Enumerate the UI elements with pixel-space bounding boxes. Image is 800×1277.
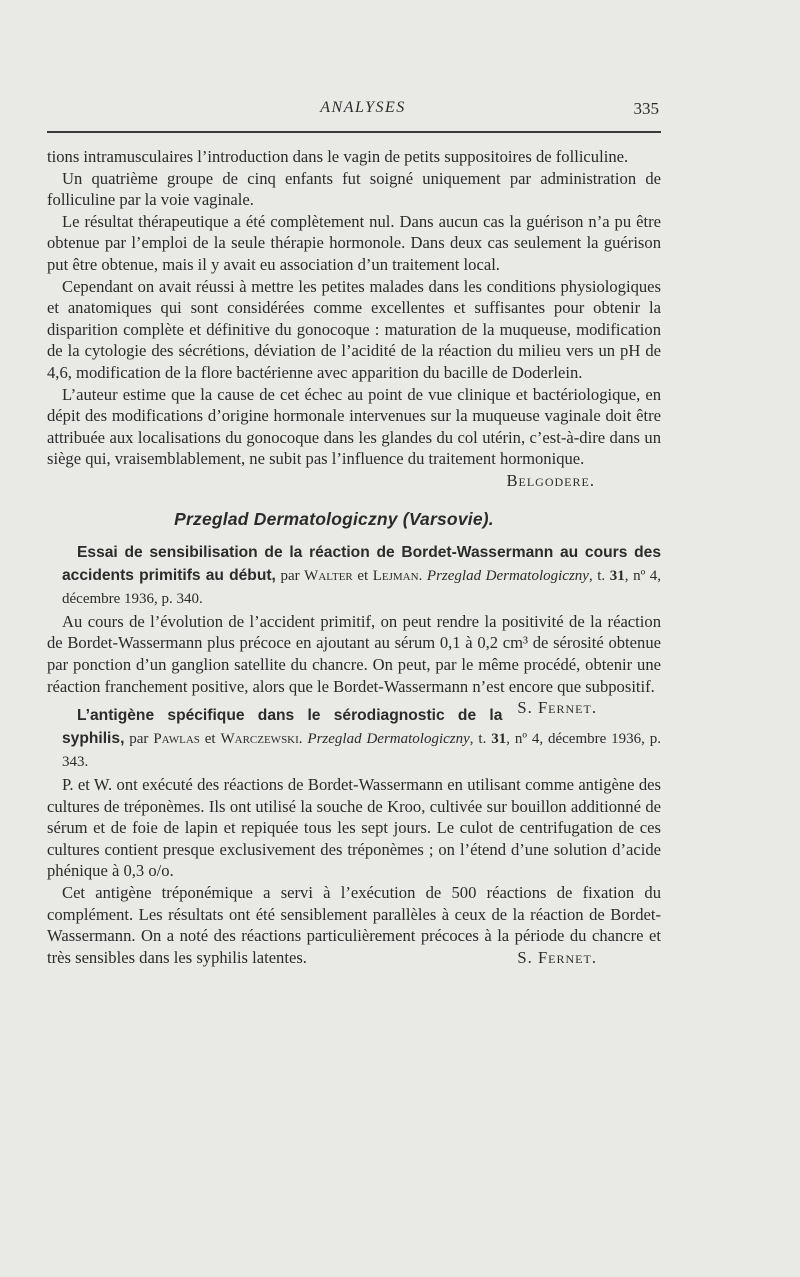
article-dot: . [298,730,308,747]
article-and: et [199,730,221,747]
paragraph-text: Cet antigène tréponémique a servi à l’exécution de 500 réactions de fixation du complément. Les résultats ont été sensiblement parallèles à ceux de la réaction de Bordet-Wassermann. On a noté des réactions particulièrement précoces à la période du chancre et très sensibles dans les syphilis latentes. [47,883,661,967]
paragraph: P. et W. ont exécuté des réactions de Bordet-Wassermann en utilisant comme antigène des cultures de tréponèmes. Ils ont utilisé la souche de Kroo, cultivée sur bouillon additionné de sérum et de foie de lapin et repiquée tous les sept jours. Le culot de centrifugation de ces cultures contient presque exclusivement des tréponèmes ; on l’étend d’une solution d’acide phénique à 0,3 o/o. [47,775,661,881]
article-volume: 31 [491,730,507,747]
article-cite: , nº 4, décembre 1936, p. 340. [62,567,662,608]
signature: S. Fernet. [517,698,597,718]
page-header [47,99,659,123]
signature: S. Fernet. [517,947,597,967]
paragraph: Cependant on avait réussi à mettre les petites malades dans les conditions physiologiques et anatomiques qui sont considérées comme excellentes et suffisantes pour obtenir la disparition complète et définitive du gonocoque : maturation de la muqueuse, modification de la cytologie des sécrétions, déviation de l’acidité de la réaction du milieu vers un pH de 4,6, modification de la flore bactérienne avec apparition du bacille de Doderlein. [47,276,661,382]
article-by: par [124,730,154,747]
paragraph-text: Au cours de l’évolution de l’accident primitif, on peut rendre la positivité de la réaction de Bordet-Wassermann plus précoce en ajoutant au sérum 0,1 à 0,2 cm³ de sérosité obtenue par ponction d’un ganglion satellite du chancre. On peut, par le même procédé, obtenir une réaction franchement positive, alors que le Bordet-Wassermann n’est encore que subpositif. [47,611,661,696]
signature: Belgodere. [506,470,595,490]
running-title: ANALYSES [320,99,406,116]
article-author: Warczewski [220,730,299,747]
header-rule [47,131,661,133]
article-dot: . [418,567,427,584]
article-journal: Przeglad Dermatologiczny [426,567,589,584]
article-author: Walter [304,567,353,584]
article-cite: , t. [469,730,492,747]
article-cite: , nº 4, décembre 1936, p. 343. [62,730,662,771]
article-author: Lejman [372,567,419,584]
paragraph: tions intramusculaires l’introduction dans le vagin de petits suppositoires de folliculine. [47,147,629,166]
page-number: 335 [633,99,659,118]
article-title: Essai de sensibilisation de la réaction de Bordet-Wassermann au cours des accidents primitifs au début, [62,544,661,584]
article-by: par [275,567,305,584]
page-body [47,146,661,968]
paragraph: Un quatrième groupe de cinq enfants fut soigné uniquement par administration de folliculine par la voie vaginale. [47,168,661,210]
paragraph: Le résultat thérapeutique a été complètement nul. Dans aucun cas la guérison n’a pu être obtenue par l’emploi de la seule thérapie hormonole. Dans deux cas seulement la guérison put être obtenue, mais il y avait eu association d’un traitement local. [47,211,661,274]
article-author: Pawlas [153,730,200,747]
article-journal: Przeglad Dermatologiczny [307,730,470,747]
article-heading [47,541,661,611]
article-cite: , t. [588,567,610,584]
paragraph [47,882,661,968]
journal-heading: Przeglad Dermatologiczny (Varsovie). [174,508,494,529]
article-volume: 31 [609,567,625,584]
paragraph: L’auteur estime que la cause de cet échec au point de vue clinique et bactériologique, en dépit des modifications d’origine hormonale intervenues sur la muqueuse vaginale doit être attribuée aux localisations du gonocoque dans les glandes du col utérin, c’est-à-dire dans un siège qui, vraisemblablement, ne subit pas l’influence du traitement hormonique. [47,384,661,469]
article-title: L’antigène spécifique dans le sérodiagnostic de la syphilis, [62,707,503,747]
article-and: et [352,567,373,584]
paragraph [47,611,661,718]
